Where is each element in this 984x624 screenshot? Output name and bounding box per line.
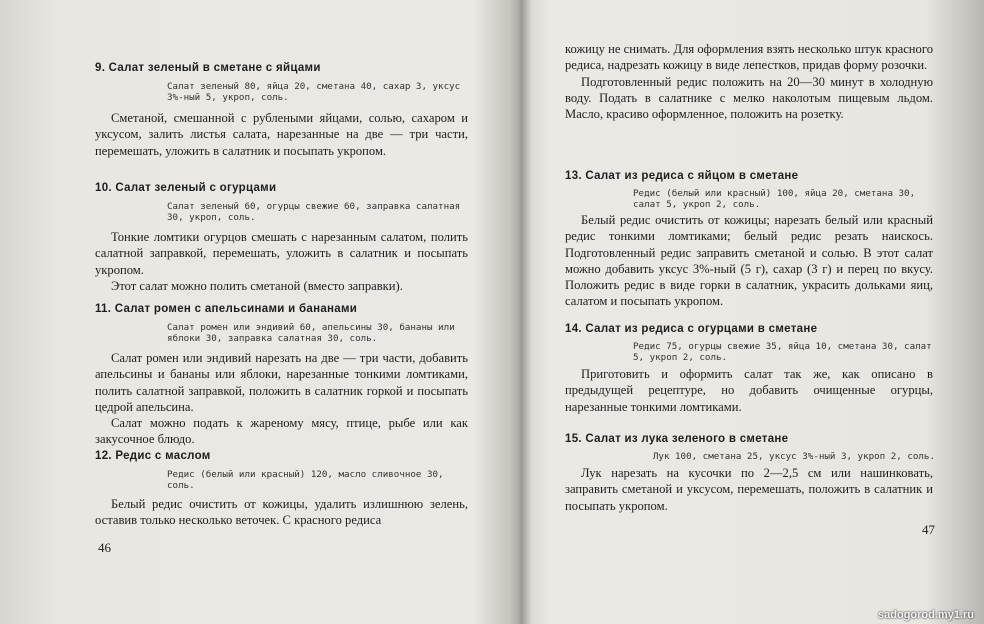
recipe-15-title: 15. Салат из лука зеленого в сметане [565, 433, 789, 445]
recipe-11-title: 11. Салат ромен с апельсинами и бананами [95, 303, 358, 315]
recipe-11-paragraph-2: Салат можно подать к жареному мясу, птице, рыбе или как закусочное блюдо. [95, 416, 468, 447]
recipe-9-text [95, 110, 468, 159]
continuation-paragraph-2: Подготовленный редис положить на 20—30 минут в холодную воду. Подать в салатнике с мелко наколотым пищевым льдом. Масло, красиво оформленное, положить на розетку. [565, 74, 933, 122]
recipe-10-paragraph-2: Этот салат можно полить сметаной (вместо заправки). [111, 278, 403, 293]
recipe-13-paragraph: Белый редис очистить от кожицы; нарезать белый или красный редис тонкими ломтиками; белый редис резать наискось. Подготовленный редис заправить сметаной и солью. В этот салат можно добавить уксус 3%-ный (5 г), сахар (3 г) и перец по вкусу. Положить редис в виде горки в салатник, украсить дольками яиц, салатом и посыпать укропом. [565, 213, 933, 309]
continuation-paragraph-1: кожицу не снимать. Для оформления взять несколько штук красного редиса, надрезать кожицу в виде лепестков, придав форму розочки. [565, 42, 933, 73]
recipe-14-text [565, 366, 933, 415]
recipe-13-ingredients: Редис (белый или красный) 100, яйца 20, сметана 30, салат 5, укроп 2, соль. [633, 188, 916, 210]
recipe-14-ingredients: Редис 75, огурцы свежие 35, яйца 10, сметана 30, салат 5, укроп 2, соль. [633, 341, 932, 363]
recipe-9-ingredients: Салат зеленый 80, яйца 20, сметана 40, сахар 3, уксус 3%-ный 5, укроп, соль. [167, 81, 461, 103]
recipe-15-ingredients: Лук 100, сметана 25, уксус 3%-ный 3, укроп 2, соль. [652, 451, 935, 462]
recipe-15-paragraph: Лук нарезать на кусочки по 2—2,5 см или нашинковать, заправить сметаной и уксусом, перемешать, положить в салатник и посыпать укропом. [565, 466, 933, 513]
recipe-11-text [95, 350, 468, 448]
recipe-12-continuation [565, 41, 933, 122]
watermark: sadogorod.my1.ru [878, 609, 974, 621]
page-number-left: 46 [98, 540, 111, 555]
recipe-14-paragraph: Приготовить и оформить салат так же, как описано в предыдущей рецептуре, но добавить очищенные огурцы, нарезанные тонкими ломтиками. [565, 367, 933, 414]
recipe-12-text [95, 496, 468, 529]
recipe-13-text [565, 212, 933, 310]
recipe-14-title: 14. Салат из редиса с огурцами в сметане [565, 323, 818, 335]
recipe-13-title: 13. Салат из редиса с яйцом в сметане [565, 170, 799, 182]
recipe-11-paragraph-1: Салат ромен или эндивий нарезать на две — три части, добавить апельсины и бананы или яблоки, нарезанные тонкими ломтиками, полить салатной заправкой, положить в салатник горкой и посыпать цедрой апельсина. [95, 351, 468, 414]
page-number-right: 47 [922, 522, 935, 537]
recipe-10-ingredients: Салат зеленый 60, огурцы свежие 60, заправка салатная 30, укроп, соль. [167, 201, 461, 223]
recipe-12-paragraph: Белый редис очистить от кожицы, удалить излишнюю зелень, оставив только несколько веточек. С красного редиса [95, 497, 468, 528]
recipe-9-title: 9. Салат зеленый в сметане с яйцами [95, 62, 321, 74]
recipe-9-paragraph: Сметаной, смешанной с рублеными яйцами, солью, сахаром и уксусом, залить листья салата, нарезанные на две — три части, перемешать, уложить в салатник и посыпать укропом. [95, 111, 468, 158]
recipe-12-title: 12. Редис с маслом [95, 450, 211, 462]
recipe-11-ingredients: Салат ромен или эндивий 60, апельсины 30, бананы или яблоки 30, заправка салатная 30, соль. [167, 322, 455, 344]
recipe-10-paragraph-1: Тонкие ломтики огурцов смешать с нарезанным салатом, полить салатной заправкой, перемешать, уложить в салатник и посыпать укропом. [95, 230, 468, 277]
book-gutter [508, 0, 532, 624]
recipe-10-text [95, 229, 468, 294]
recipe-10-title: 10. Салат зеленый с огурцами [95, 182, 277, 194]
recipe-12-ingredients: Редис (белый или красный) 120, масло сливочное 30, соль. [167, 469, 444, 491]
recipe-15-text [565, 465, 933, 514]
